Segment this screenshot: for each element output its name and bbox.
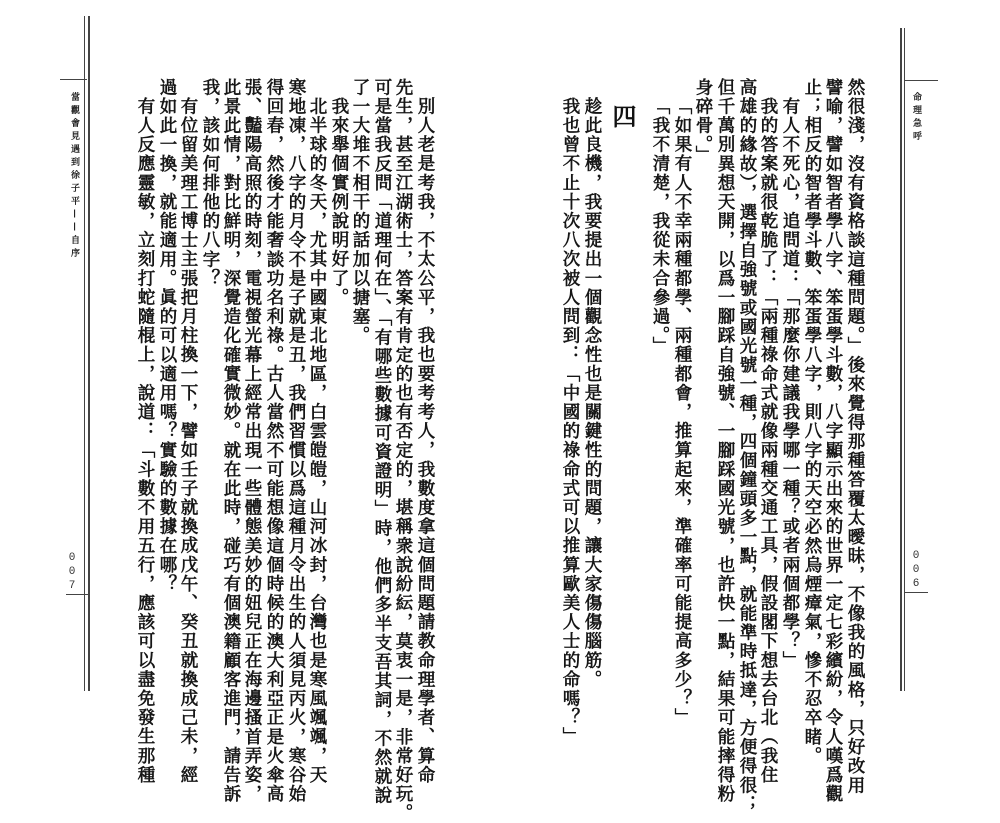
text-column: 先生，甚至江湖術士，答案有肯定的也有否定的，堪稱衆說紛紜，莫衷一是，非常好玩。 [393, 78, 413, 823]
text-column: 然很淺，沒有資格談這種問題。」後來覺得那種答覆太曖昧，不像我的風格，只好改用 [845, 78, 865, 796]
right-header-tick [904, 80, 938, 81]
text-column: 了一大堆不相干的話加以搪塞。 [350, 78, 370, 346]
text-column: 趁此良機，我要提出一個觀念性也是關鍵性的問題，讓大家傷傷腦筋。 [582, 97, 602, 690]
text-column: 我也曾不止十次八次被人問到：「中國的祿命式可以推算歐美人士的命嗎？」 [560, 97, 580, 747]
text-column: 高雄的緣故），選擇自強號或國光號一種，四個鐘頭多一點，就能準時抵達，方便得很； [737, 78, 757, 815]
text-column: 得回春，然後才能奢談功名利祿。古人當然不可能想像這個時候的澳大利亞正是火傘高 [264, 78, 284, 804]
text-column: 有人不死心，追問道：「那麼你建議我學哪一種？或者兩個都學？」 [780, 97, 800, 670]
page-number: 007 [66, 552, 78, 594]
text-column: 此景此情，對比鮮明，深覺造化確實微妙。就在此時，碰巧有個澳籍顧客進門，請告訴 [221, 78, 241, 804]
text-column: 北半球的冬天，尤其中國東北地區，白雲皚皚，山河冰封，台灣也是寒風颯颯，天 [307, 97, 327, 785]
text-column: 過如此一換，就能適用。眞的可以適用嗎？實驗的數據在哪？ [157, 78, 177, 594]
text-column: 我，該如何排他的八字？ [200, 78, 220, 289]
text-column: 但千萬別異想天開，以爲一腳踩自強號、一腳踩國光號，也許快一點，結果可能摔得粉 [715, 78, 735, 804]
text-column: 止；相反的智者學斗數、笨蛋學八字，則八字的天空必然烏煙瘴氣，慘不忍卒睹。 [802, 78, 822, 766]
text-column: 譬喻，譬如智者學八字、笨蛋學斗數，八字顯示出來的世界一定七彩繽紛，令人嘆爲觀 [823, 78, 843, 804]
text-column: 我來舉個實例說明好了。 [329, 97, 349, 308]
running-header: 命理急呼 [911, 92, 921, 144]
text-column: 可是當我反問「道理何在」、「有哪些數據可資證明」時，他們多半支吾其詞，不然就說 [372, 78, 392, 806]
text-column: 我的答案就很乾脆了：「兩種祿命式就像兩種交通工具，假設閣下想去台北（我住 [758, 97, 778, 785]
text-column: 身碎骨。」 [693, 78, 713, 165]
text-column: 有位留美理工博士主張把月柱換一下，譬如壬子就換成戊午、癸丑就換成己未，經 [178, 97, 198, 785]
running-header: 當觀會見遇到徐子平——自序 [69, 92, 79, 261]
right-footer-tick [904, 592, 928, 593]
text-column: 有人反應靈敏，立刻打蛇隨棍上，說道：「斗數不用五行，應該可以盡免發生那種 [135, 97, 155, 785]
left-margin-rule-outer [84, 16, 85, 691]
text-column: 「如果有人不幸兩種都學、兩種都會，推算起來，準確率可能提高多少？」 [672, 97, 692, 728]
right-margin-rule-outer [900, 28, 902, 691]
text-column: 別人老是考我，不太公平，我也要考考人，我數度拿這個問題請教命理學者、算命 [415, 97, 435, 785]
page-number: 006 [910, 550, 922, 592]
left-header-tick [60, 79, 87, 80]
section-marker: 四 [608, 104, 637, 128]
text-column: 「我不清楚，我從未合參過。」 [650, 97, 670, 356]
right-page [500, 0, 1000, 815]
text-column: 寒地凍，八字的月令不是子就是丑，我們習慣以爲這種月令出生的人須見丙火，寒谷始 [286, 78, 306, 804]
left-margin-rule-inner [88, 16, 90, 691]
left-footer-tick [66, 594, 88, 595]
text-column: 張、豔陽高照的時刻，電視螢光幕上經常出現一些體態美妙的妞兒正在海邊搔首弄姿， [242, 78, 262, 804]
